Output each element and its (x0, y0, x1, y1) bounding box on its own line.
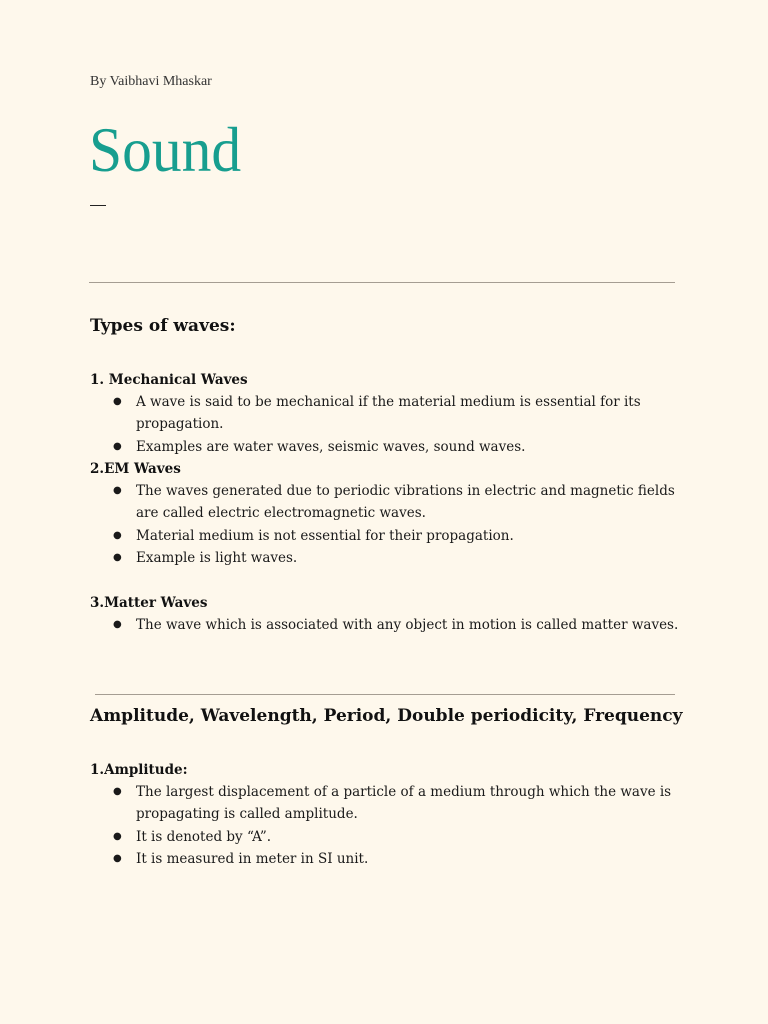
list-item: ● It is measured in meter in SI unit. (90, 848, 690, 870)
mechanical-list (90, 391, 690, 458)
amplitude-heading: 1.Amplitude: (90, 762, 188, 778)
amplitude-list (90, 781, 690, 870)
bullet-icon: ● (113, 830, 122, 842)
list-item: ● The waves generated due to periodic vibrations in electric and magnetic fields are called electric electromagnetic waves. (90, 480, 690, 525)
title-dash (90, 205, 106, 206)
section-divider (95, 694, 675, 695)
bullet-icon: ● (113, 440, 122, 452)
em-heading: 2.EM Waves (90, 461, 181, 477)
section-divider (89, 282, 675, 283)
types-heading: Types of waves: (90, 316, 236, 336)
bullet-icon: ● (113, 551, 122, 563)
mechanical-section (90, 369, 690, 458)
amplitude-section (90, 759, 690, 870)
list-item: ● It is denoted by “A”. (90, 826, 690, 848)
bullet-icon: ● (113, 485, 122, 496)
bullet-icon: ● (113, 852, 122, 864)
matter-list (90, 614, 690, 636)
page-title: Sound (89, 114, 242, 185)
matter-heading: 3.Matter Waves (90, 595, 208, 611)
mechanical-heading: 1. Mechanical Waves (90, 372, 248, 388)
amplitude-section-heading: Amplitude, Wavelength, Period, Double periodicity, Frequency (90, 706, 683, 726)
list-item: ● Material medium is not essential for their propagation. (90, 525, 690, 547)
em-list (90, 480, 690, 569)
list-item: ● Example is light waves. (90, 547, 690, 569)
em-section (90, 458, 690, 569)
list-item: ● A wave is said to be mechanical if the material medium is essential for its propagation. (90, 391, 690, 436)
list-item: ● The wave which is associated with any object in motion is called matter waves. (90, 614, 690, 636)
bullet-icon: ● (113, 396, 122, 407)
bullet-icon: ● (113, 786, 122, 797)
list-item: ● Examples are water waves, seismic waves, sound waves. (90, 436, 690, 458)
list-item: ● The largest displacement of a particle of a medium through which the wave is propagating is called amplitude. (90, 781, 690, 826)
author-byline: By Vaibhavi Mhaskar (90, 74, 212, 89)
matter-section (90, 592, 690, 636)
bullet-icon: ● (113, 529, 122, 541)
bullet-icon: ● (113, 619, 122, 630)
